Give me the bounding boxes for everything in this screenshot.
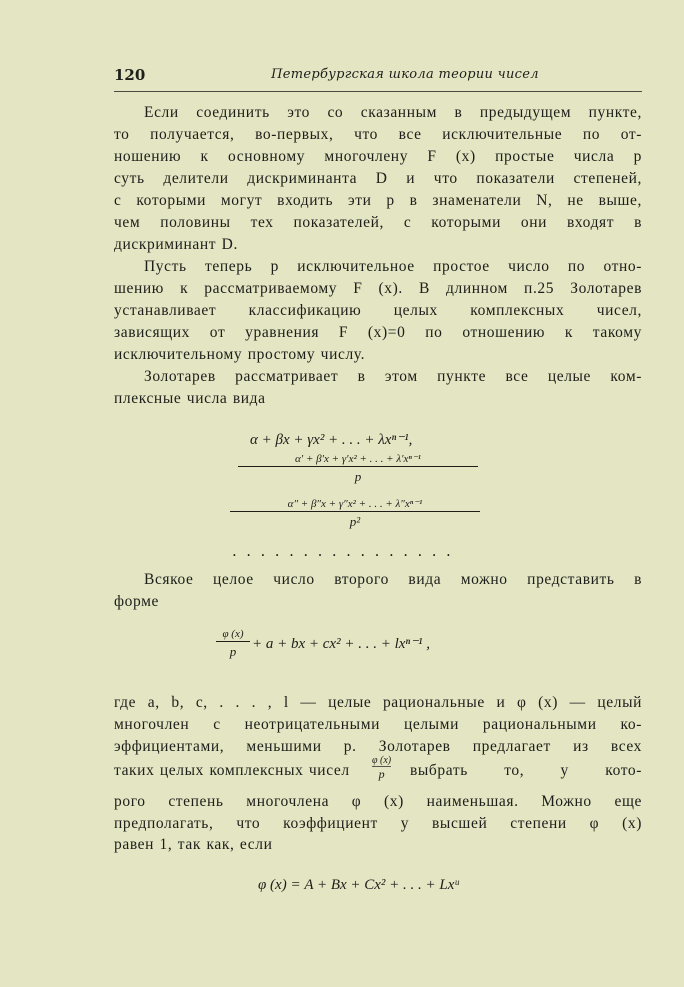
text-line: исключительному простому числу. xyxy=(114,346,366,363)
text-line: плексные числа вида xyxy=(114,390,266,407)
numerator: φ (x) xyxy=(372,755,392,766)
text-line: дискриминант D. xyxy=(114,236,238,253)
text-line: устанавливает классификацию целых комплексных чисел, xyxy=(114,302,642,319)
text-line: эффициентами, меньшими p. Золотарев предлагает из всех xyxy=(114,738,642,755)
text-line: предполагать, что коэффициент у высшей степени φ (x) xyxy=(114,815,642,832)
text-line: многочлен с неотрицательными целыми рациональными ко- xyxy=(114,716,642,733)
text-line: рого степень многочлена φ (x) наименьшая. Можно еще xyxy=(114,793,642,810)
text-line: ношению к основному многочлену F (x) простые числа p xyxy=(114,148,642,165)
page-number: 120 xyxy=(114,66,146,84)
text-line: равен 1, так как, если xyxy=(114,836,273,853)
formula-first-kind: α + βx + γx² + . . . + λxⁿ⁻¹, xyxy=(250,432,413,448)
running-title: Петербургская школа теории чисел xyxy=(271,67,539,82)
text-line: суть делители дискриминанта D и что показатели степеней, xyxy=(114,170,642,187)
text-line: с которыми могут входить эти p в знаменатели N, не выше, xyxy=(114,192,642,209)
text-line: выбрать то, у кото- xyxy=(410,762,642,779)
ellipsis-dots: ................ xyxy=(232,542,461,560)
denominator: p xyxy=(354,469,362,484)
numerator: α′ + β′x + γ′x² + . . . + λ′xⁿ⁻¹ xyxy=(238,452,478,467)
text-line: чем половины тех показателей, с которыми они входят в xyxy=(114,214,642,231)
text-line: таких целых комплексных чисел xyxy=(114,762,350,779)
text-line: Если соединить это со сказанным в предыдущем пункте, xyxy=(144,104,642,121)
text-line: Всякое целое число второго вида можно представить в xyxy=(144,571,642,588)
text-line: форме xyxy=(114,593,159,610)
formula-phi-polynomial: φ (x) = A + Bx + Cx² + . . . + Lxᵘ xyxy=(258,877,459,893)
text-line: Пусть теперь p исключительное простое число по отно- xyxy=(144,258,642,275)
numerator: α″ + β″x + γ″x² + . . . + λ″xⁿ⁻¹ xyxy=(230,497,480,512)
denominator: p xyxy=(229,644,237,659)
formula-representation: + a + bx + cx² + . . . + lxⁿ⁻¹ , xyxy=(252,636,431,652)
text-line: где a, b, c, . . . , l — целые рациональные и φ (x) — целый xyxy=(114,694,642,711)
text-line: шению к рассматриваемому F (x). В длинном п.25 Золотарев xyxy=(114,280,642,297)
formula-second-kind xyxy=(238,452,478,485)
formula-phi-fraction xyxy=(216,628,250,660)
denominator: p xyxy=(378,767,385,781)
formula-third-kind xyxy=(230,497,480,530)
text-line: зависящих от уравнения F (x)=0 по отношению к такому xyxy=(114,324,642,341)
numerator: φ (x) xyxy=(216,628,250,642)
header-rule xyxy=(114,91,642,92)
inline-fraction xyxy=(372,755,391,782)
text-line: то получается, во-первых, что все исключительные по от- xyxy=(114,126,642,143)
text-line: Золотарев рассматривает в этом пункте все целые ком- xyxy=(144,368,642,385)
denominator: p² xyxy=(349,514,361,529)
